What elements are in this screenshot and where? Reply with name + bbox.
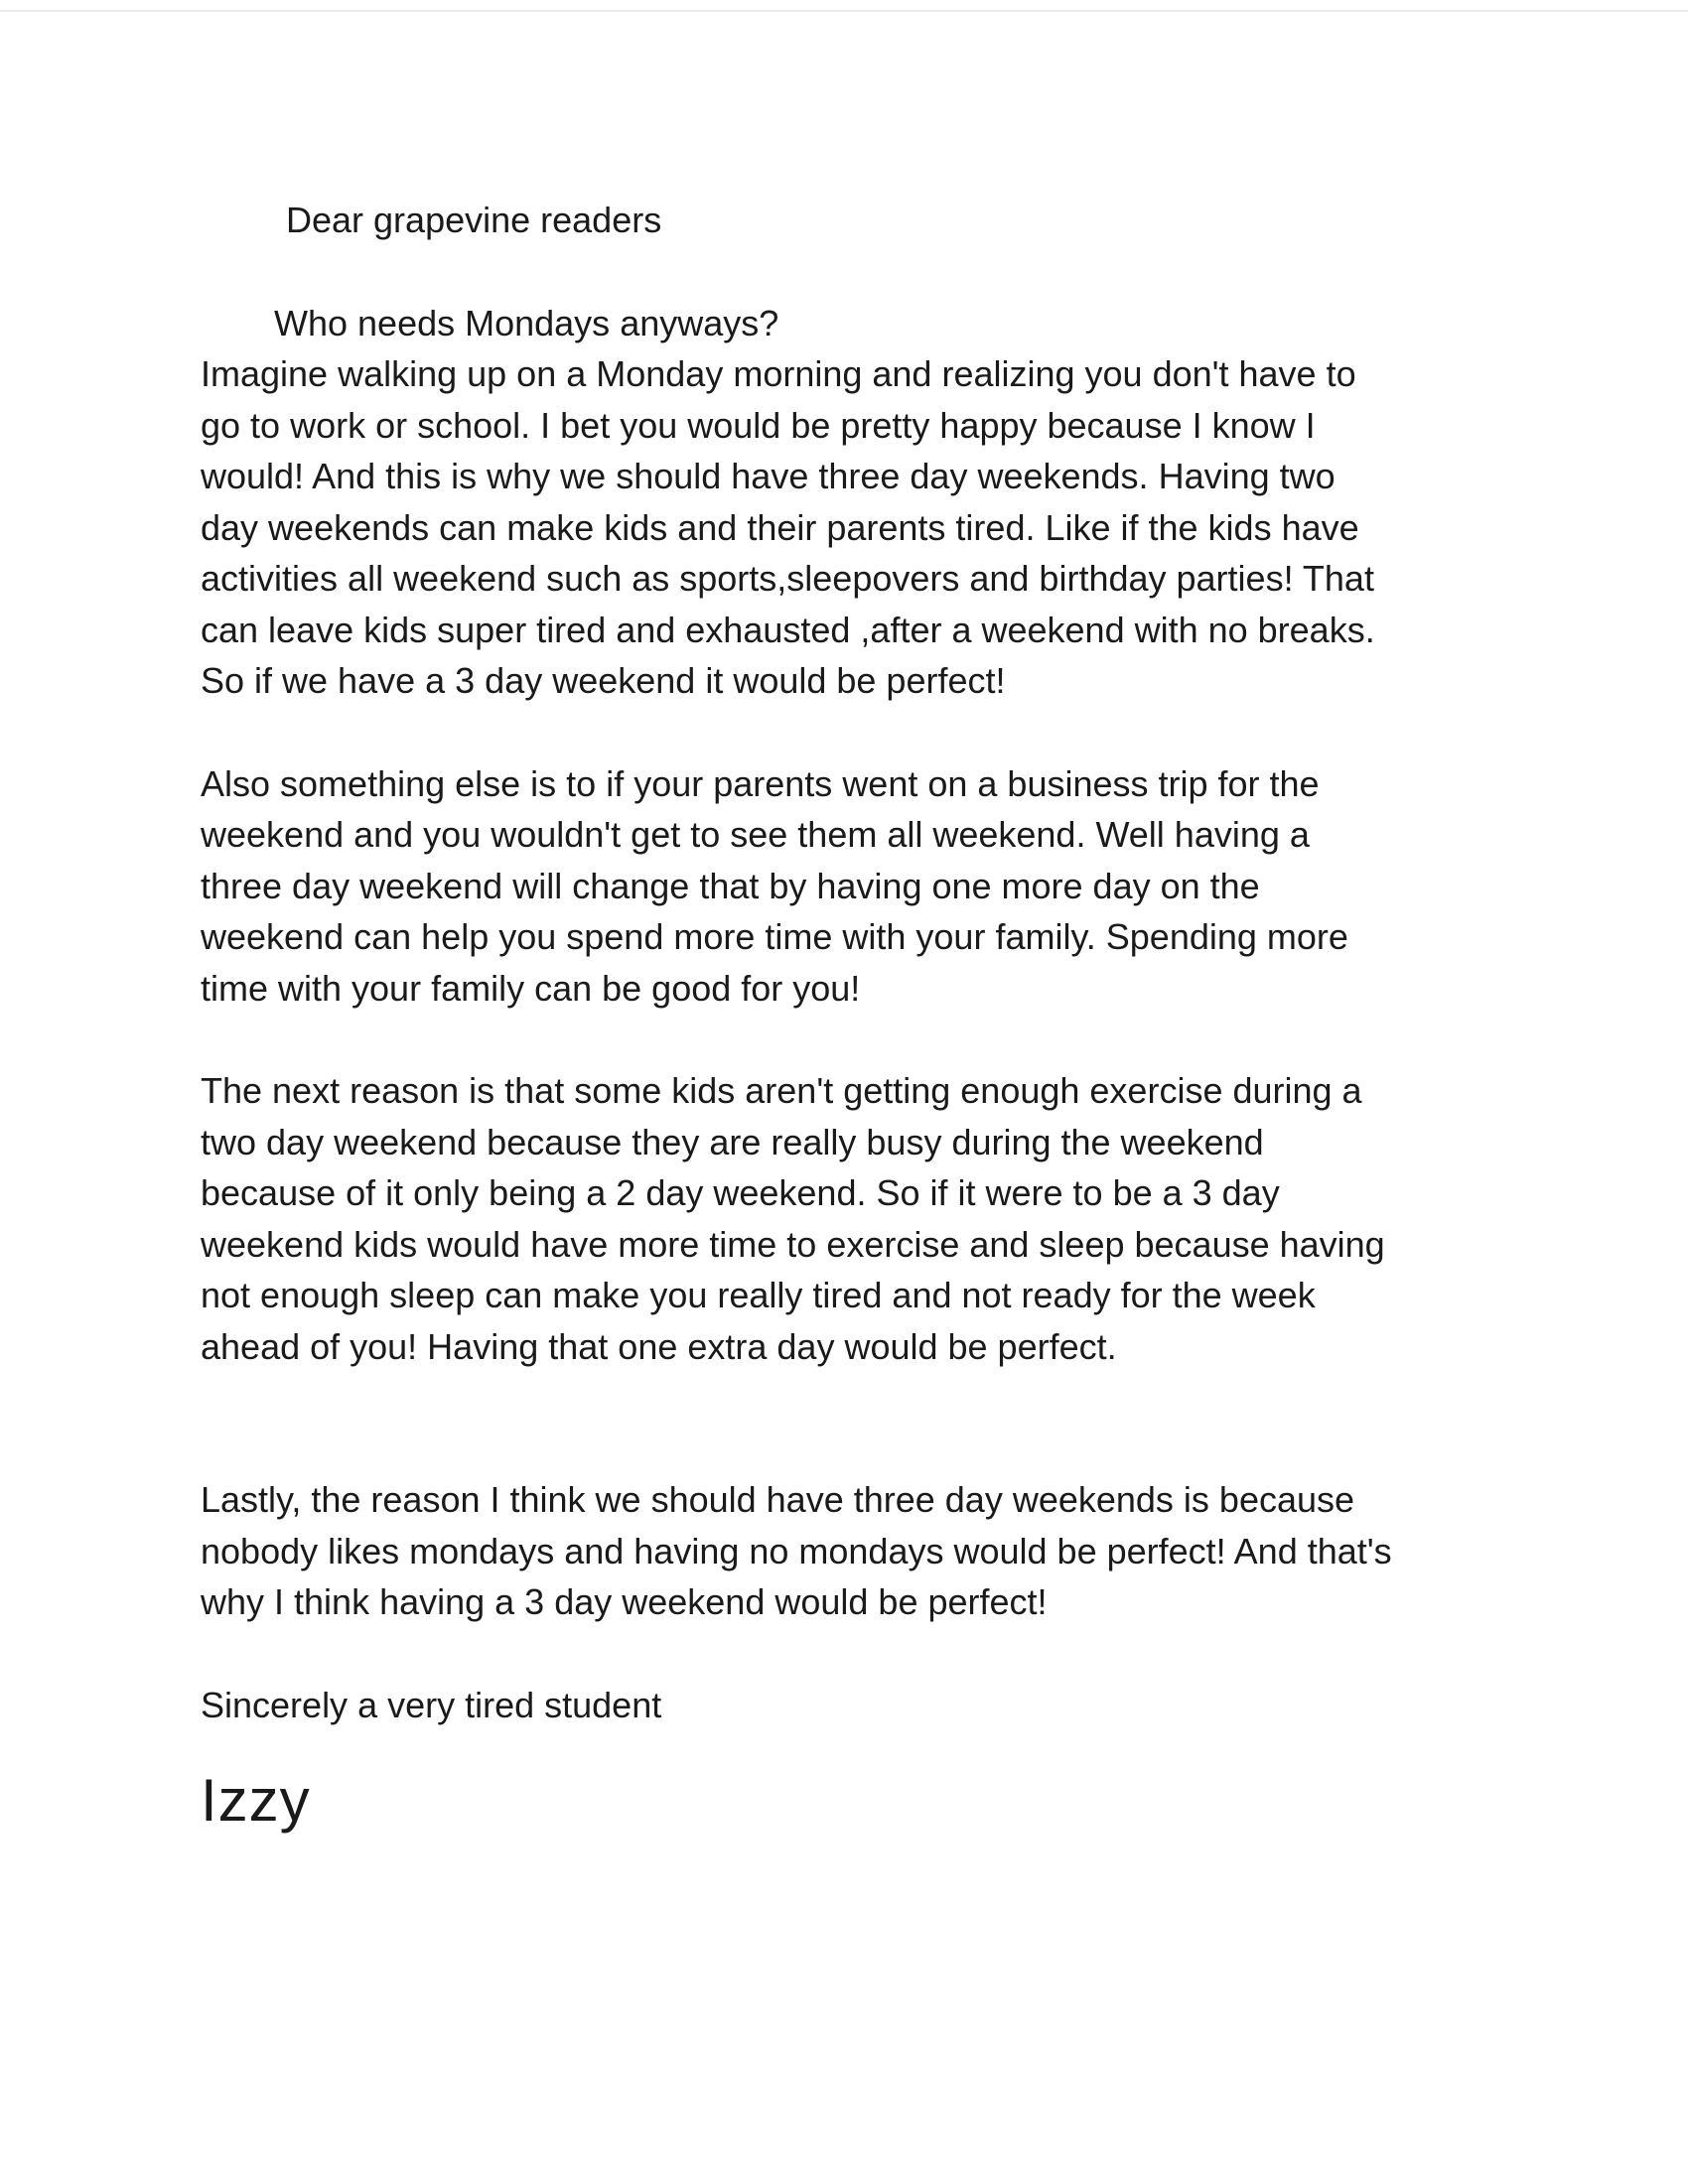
paragraph-family	[201, 758, 1511, 1015]
text-line: day weekends can make kids and their parents tired. Like if the kids have	[201, 506, 1359, 548]
text-line: two day weekend because they are really busy during the weekend	[201, 1121, 1264, 1162]
text-line: not enough sleep can make you really tired and not ready for the week	[201, 1275, 1316, 1315]
scan-top-edge	[0, 10, 1688, 12]
text-line: The next reason is that some kids aren't getting enough exercise during a	[201, 1070, 1362, 1111]
text-line: nobody likes mondays and having no mondays would be perfect! And that's	[201, 1530, 1392, 1571]
text-line: So if we have a 3 day weekend it would be perfect!	[201, 660, 1006, 701]
letter-title: Who needs Mondays anyways?	[274, 302, 779, 343]
text-line: three day weekend will change that by having one more day on the	[201, 865, 1260, 906]
text-line: weekend can help you spend more time with your family. Spending more	[201, 916, 1348, 957]
text-line: activities all weekend such as sports,sleepovers and birthday parties! That	[201, 558, 1374, 599]
text-line: why I think having a 3 day weekend would be perfect!	[201, 1581, 1048, 1622]
text-line: go to work or school. I bet you would be pretty happy because I know I	[201, 404, 1316, 446]
text-line: would! And this is why we should have three day weekends. Having two	[201, 456, 1336, 496]
letter-body	[201, 195, 1511, 1840]
letter-closing: Sincerely a very tired student	[201, 1684, 662, 1725]
text-line: ahead of you! Having that one extra day would be perfect.	[201, 1325, 1117, 1367]
text-line: because of it only being a 2 day weekend. So if it were to be a 3 day	[201, 1172, 1280, 1213]
letter-greeting: Dear grapevine readers	[286, 200, 662, 240]
text-line: time with your family can be good for you!	[201, 967, 861, 1009]
text-line: Also something else is to if your parents went on a business trip for the	[201, 762, 1320, 804]
text-line: can leave kids super tired and exhausted ,after a weekend with no breaks.	[201, 609, 1375, 650]
text-line: Imagine walking up on a Monday morning and realizing you don't have to	[201, 353, 1356, 394]
letter-signature: Izzy	[201, 1767, 311, 1834]
text-line: Lastly, the reason I think we should have three day weekends is because	[201, 1479, 1355, 1520]
paragraph-intro	[201, 348, 1511, 707]
text-line: weekend kids would have more time to exercise and sleep because having	[201, 1223, 1385, 1265]
paragraph-conclusion	[201, 1474, 1511, 1628]
text-line: weekend and you wouldn't get to see them all weekend. Well having a	[201, 814, 1310, 855]
paragraph-exercise	[201, 1065, 1511, 1372]
